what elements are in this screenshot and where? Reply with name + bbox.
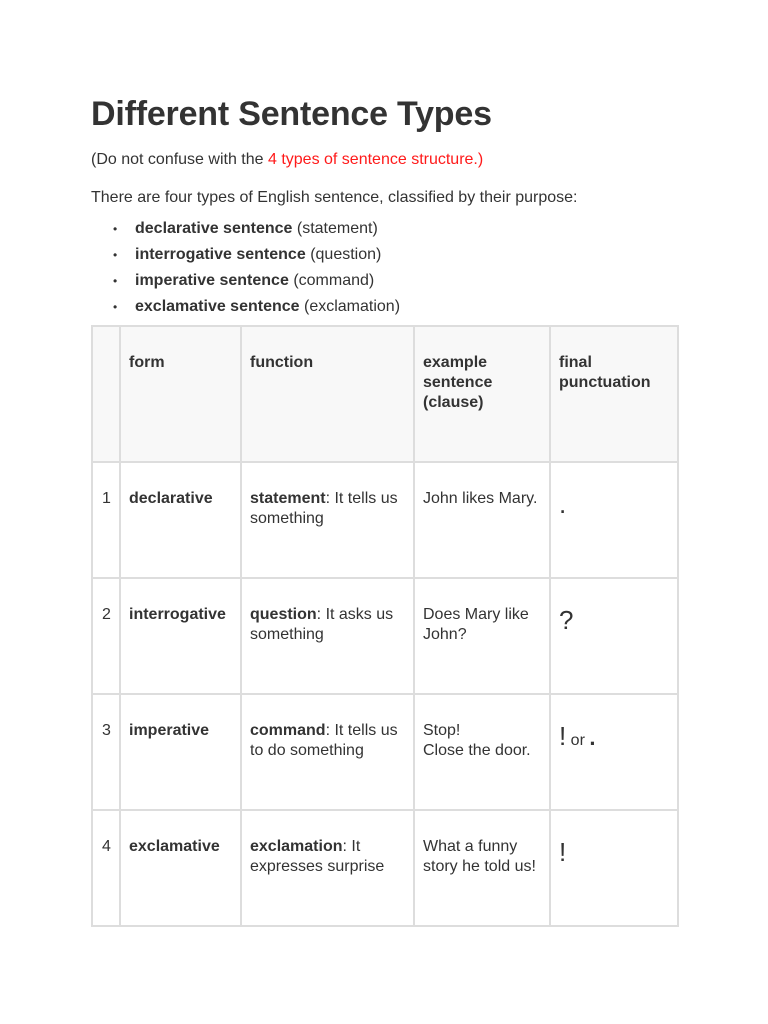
punctuation-mark: !: [559, 837, 567, 867]
row-punctuation: [550, 578, 678, 694]
function-text: : It tells us something: [250, 490, 398, 527]
row-function: [241, 694, 414, 810]
function-term: exclamation: [250, 838, 343, 855]
table-row: [92, 810, 678, 926]
header-number: [92, 326, 120, 462]
function-text: : It asks us something: [250, 606, 394, 643]
list-term: exclamative sentence: [135, 298, 300, 315]
bullet-icon: •: [113, 222, 118, 236]
list-desc: (question): [310, 246, 382, 263]
row-number: 3: [92, 694, 120, 810]
row-function: [241, 578, 414, 694]
list-desc: (command): [293, 272, 375, 289]
punctuation-alt: .: [589, 725, 596, 750]
example-line: Does Mary like John?: [423, 606, 529, 643]
list-item: [113, 242, 677, 268]
row-example: [414, 462, 550, 578]
note-prefix: (Do not confuse with the: [91, 151, 268, 168]
row-form: exclamative: [120, 810, 241, 926]
function-term: question: [250, 606, 317, 623]
function-term: statement: [250, 490, 326, 507]
note-paragraph: [91, 149, 677, 171]
row-number: 2: [92, 578, 120, 694]
header-function: function: [241, 326, 414, 462]
punctuation-mark: ?: [559, 605, 574, 635]
list-term: declarative sentence: [135, 220, 293, 237]
list-desc: (exclamation): [304, 298, 401, 315]
list-item: [113, 294, 677, 320]
intro-paragraph: There are four types of English sentence, classified by their purpose:: [91, 189, 578, 206]
article: [91, 92, 677, 927]
example-line: Stop!: [423, 722, 461, 739]
function-text: : It tells us to do something: [250, 722, 398, 759]
list-item: [113, 268, 677, 294]
row-example: [414, 694, 550, 810]
table-header-row: [92, 326, 678, 462]
sentence-structure-link[interactable]: 4 types of sentence structure.): [267, 151, 484, 168]
header-form: form: [120, 326, 241, 462]
sentence-types-table: [91, 325, 679, 927]
bullet-icon: •: [113, 300, 118, 314]
list-desc: (statement): [296, 220, 378, 237]
punctuation-mark: .: [559, 489, 567, 519]
row-punctuation: [550, 462, 678, 578]
list-term: interrogative sentence: [135, 246, 306, 263]
header-punctuation: final punctuation: [550, 326, 678, 462]
row-example: [414, 578, 550, 694]
example-line: Close the door.: [423, 742, 531, 759]
bullet-icon: •: [113, 274, 118, 288]
punctuation-mark: !: [559, 721, 567, 751]
row-number: 4: [92, 810, 120, 926]
function-text: : It expresses surprise: [250, 838, 385, 875]
function-term: command: [250, 722, 326, 739]
row-punctuation: [550, 694, 678, 810]
bullet-icon: •: [113, 248, 118, 262]
row-example: [414, 810, 550, 926]
table-row: [92, 694, 678, 810]
list-item: [113, 216, 677, 242]
header-example: example sentence (clause): [414, 326, 550, 462]
table-row: [92, 462, 678, 578]
row-form: declarative: [120, 462, 241, 578]
page-title: Different Sentence Types: [91, 95, 492, 133]
table-row: [92, 578, 678, 694]
list-term: imperative sentence: [135, 272, 289, 289]
row-function: [241, 810, 414, 926]
row-number: 1: [92, 462, 120, 578]
row-punctuation: [550, 810, 678, 926]
row-form: imperative: [120, 694, 241, 810]
example-line: What a funny story he told us!: [423, 838, 536, 875]
sentence-types-list: [91, 216, 677, 320]
row-function: [241, 462, 414, 578]
example-line: John likes Mary.: [423, 490, 538, 507]
row-form: interrogative: [120, 578, 241, 694]
punctuation-or: or: [566, 732, 590, 749]
